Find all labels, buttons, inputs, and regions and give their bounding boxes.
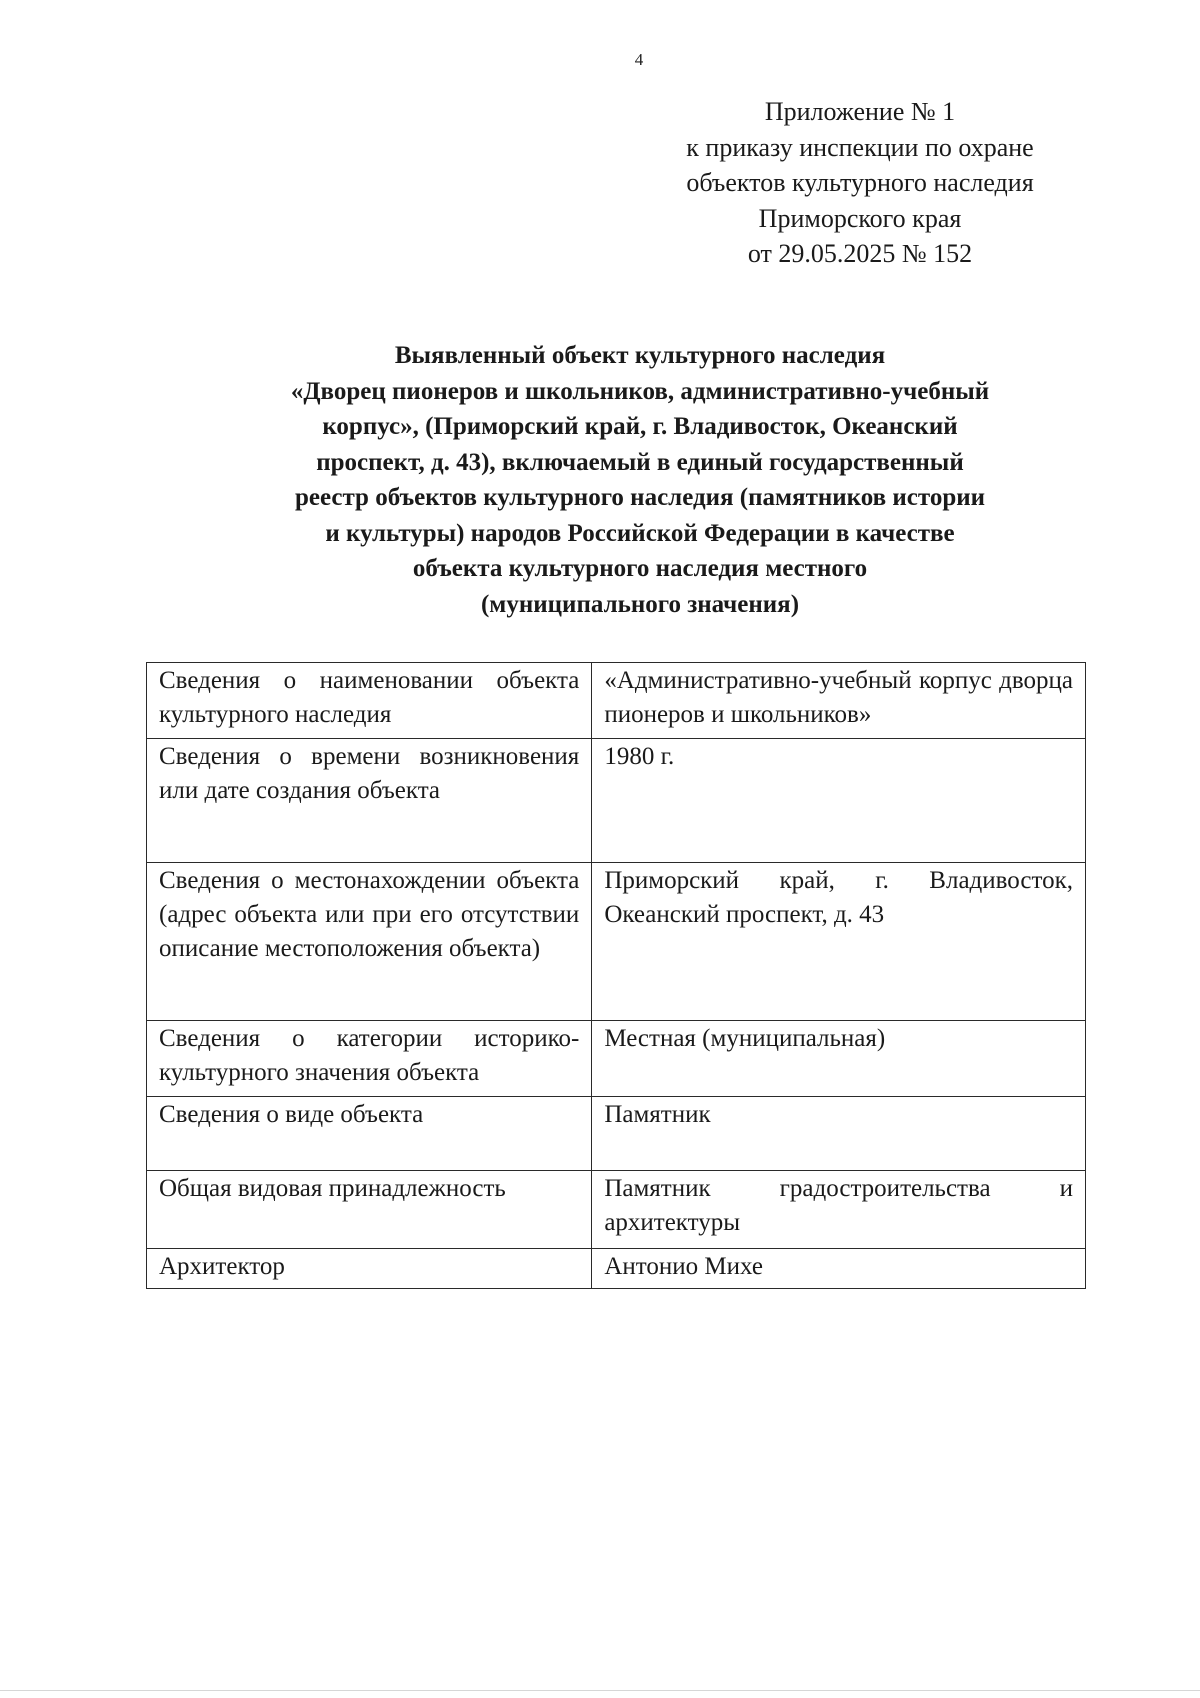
appendix-line: к приказу инспекции по охране xyxy=(686,132,1034,162)
page-number: 4 xyxy=(634,50,644,69)
appendix-line: Приморского края xyxy=(758,203,962,233)
row-label: Общая видовая принадлежность xyxy=(147,1171,592,1249)
table-row xyxy=(147,863,1086,1021)
row-label: Сведения о местонахождении объекта (адрес объекта или при его отсутствии описание местоположения объекта) xyxy=(147,863,592,1021)
row-label: Архитектор xyxy=(147,1249,592,1289)
title-line: корпус», (Приморский край, г. Владивосток, Океанский xyxy=(322,413,958,440)
title-line: проспект, д. 43), включаемый в единый государственный xyxy=(316,448,964,476)
title-line: объекта культурного наследия местного xyxy=(412,555,868,582)
title-line: «Дворец пионеров и школьников, административно-учебный xyxy=(290,377,990,405)
table-row xyxy=(147,1021,1086,1097)
row-label: Сведения о времени возникновения или дате создания объекта xyxy=(147,739,592,863)
row-label: Сведения о наименовании объекта культурного наследия xyxy=(147,663,592,739)
appendix-line: объектов культурного наследия xyxy=(686,168,1034,197)
table-row xyxy=(147,1249,1086,1289)
document-title xyxy=(230,338,1050,622)
row-value: Антонио Михе xyxy=(592,1249,1086,1289)
scan-edge-line xyxy=(0,1690,1200,1691)
table-row xyxy=(147,1097,1086,1171)
row-label: Сведения о категории историко-культурного значения объекта xyxy=(147,1021,592,1097)
row-value: Приморский край, г. Владивосток, Океанский проспект, д. 43 xyxy=(592,863,1086,1021)
row-value: Местная (муниципальная) xyxy=(592,1021,1086,1097)
row-label: Сведения о виде объекта xyxy=(147,1097,592,1171)
row-value: 1980 г. xyxy=(592,739,1086,863)
heritage-info-table xyxy=(146,662,1086,1289)
appendix-line: Приложение № 1 xyxy=(764,97,956,126)
appendix-reference xyxy=(650,94,1070,272)
row-value: Памятник xyxy=(592,1097,1086,1171)
row-value: «Административно-учебный корпус дворца пионеров и школьников» xyxy=(592,663,1086,739)
appendix-date-number: от 29.05.2025 № 152 xyxy=(747,239,973,268)
table-row xyxy=(147,663,1086,739)
table-row xyxy=(147,739,1086,863)
title-line: (муниципального значения) xyxy=(480,590,800,618)
row-value: Памятник градостроительства и архитектуры xyxy=(592,1171,1086,1249)
title-line: и культуры) народов Российской Федерации в качестве xyxy=(325,519,955,547)
title-line: Выявленный объект культурного наследия xyxy=(394,342,886,369)
title-line: реестр объектов культурного наследия (памятников истории xyxy=(294,484,986,511)
table-row xyxy=(147,1171,1086,1249)
